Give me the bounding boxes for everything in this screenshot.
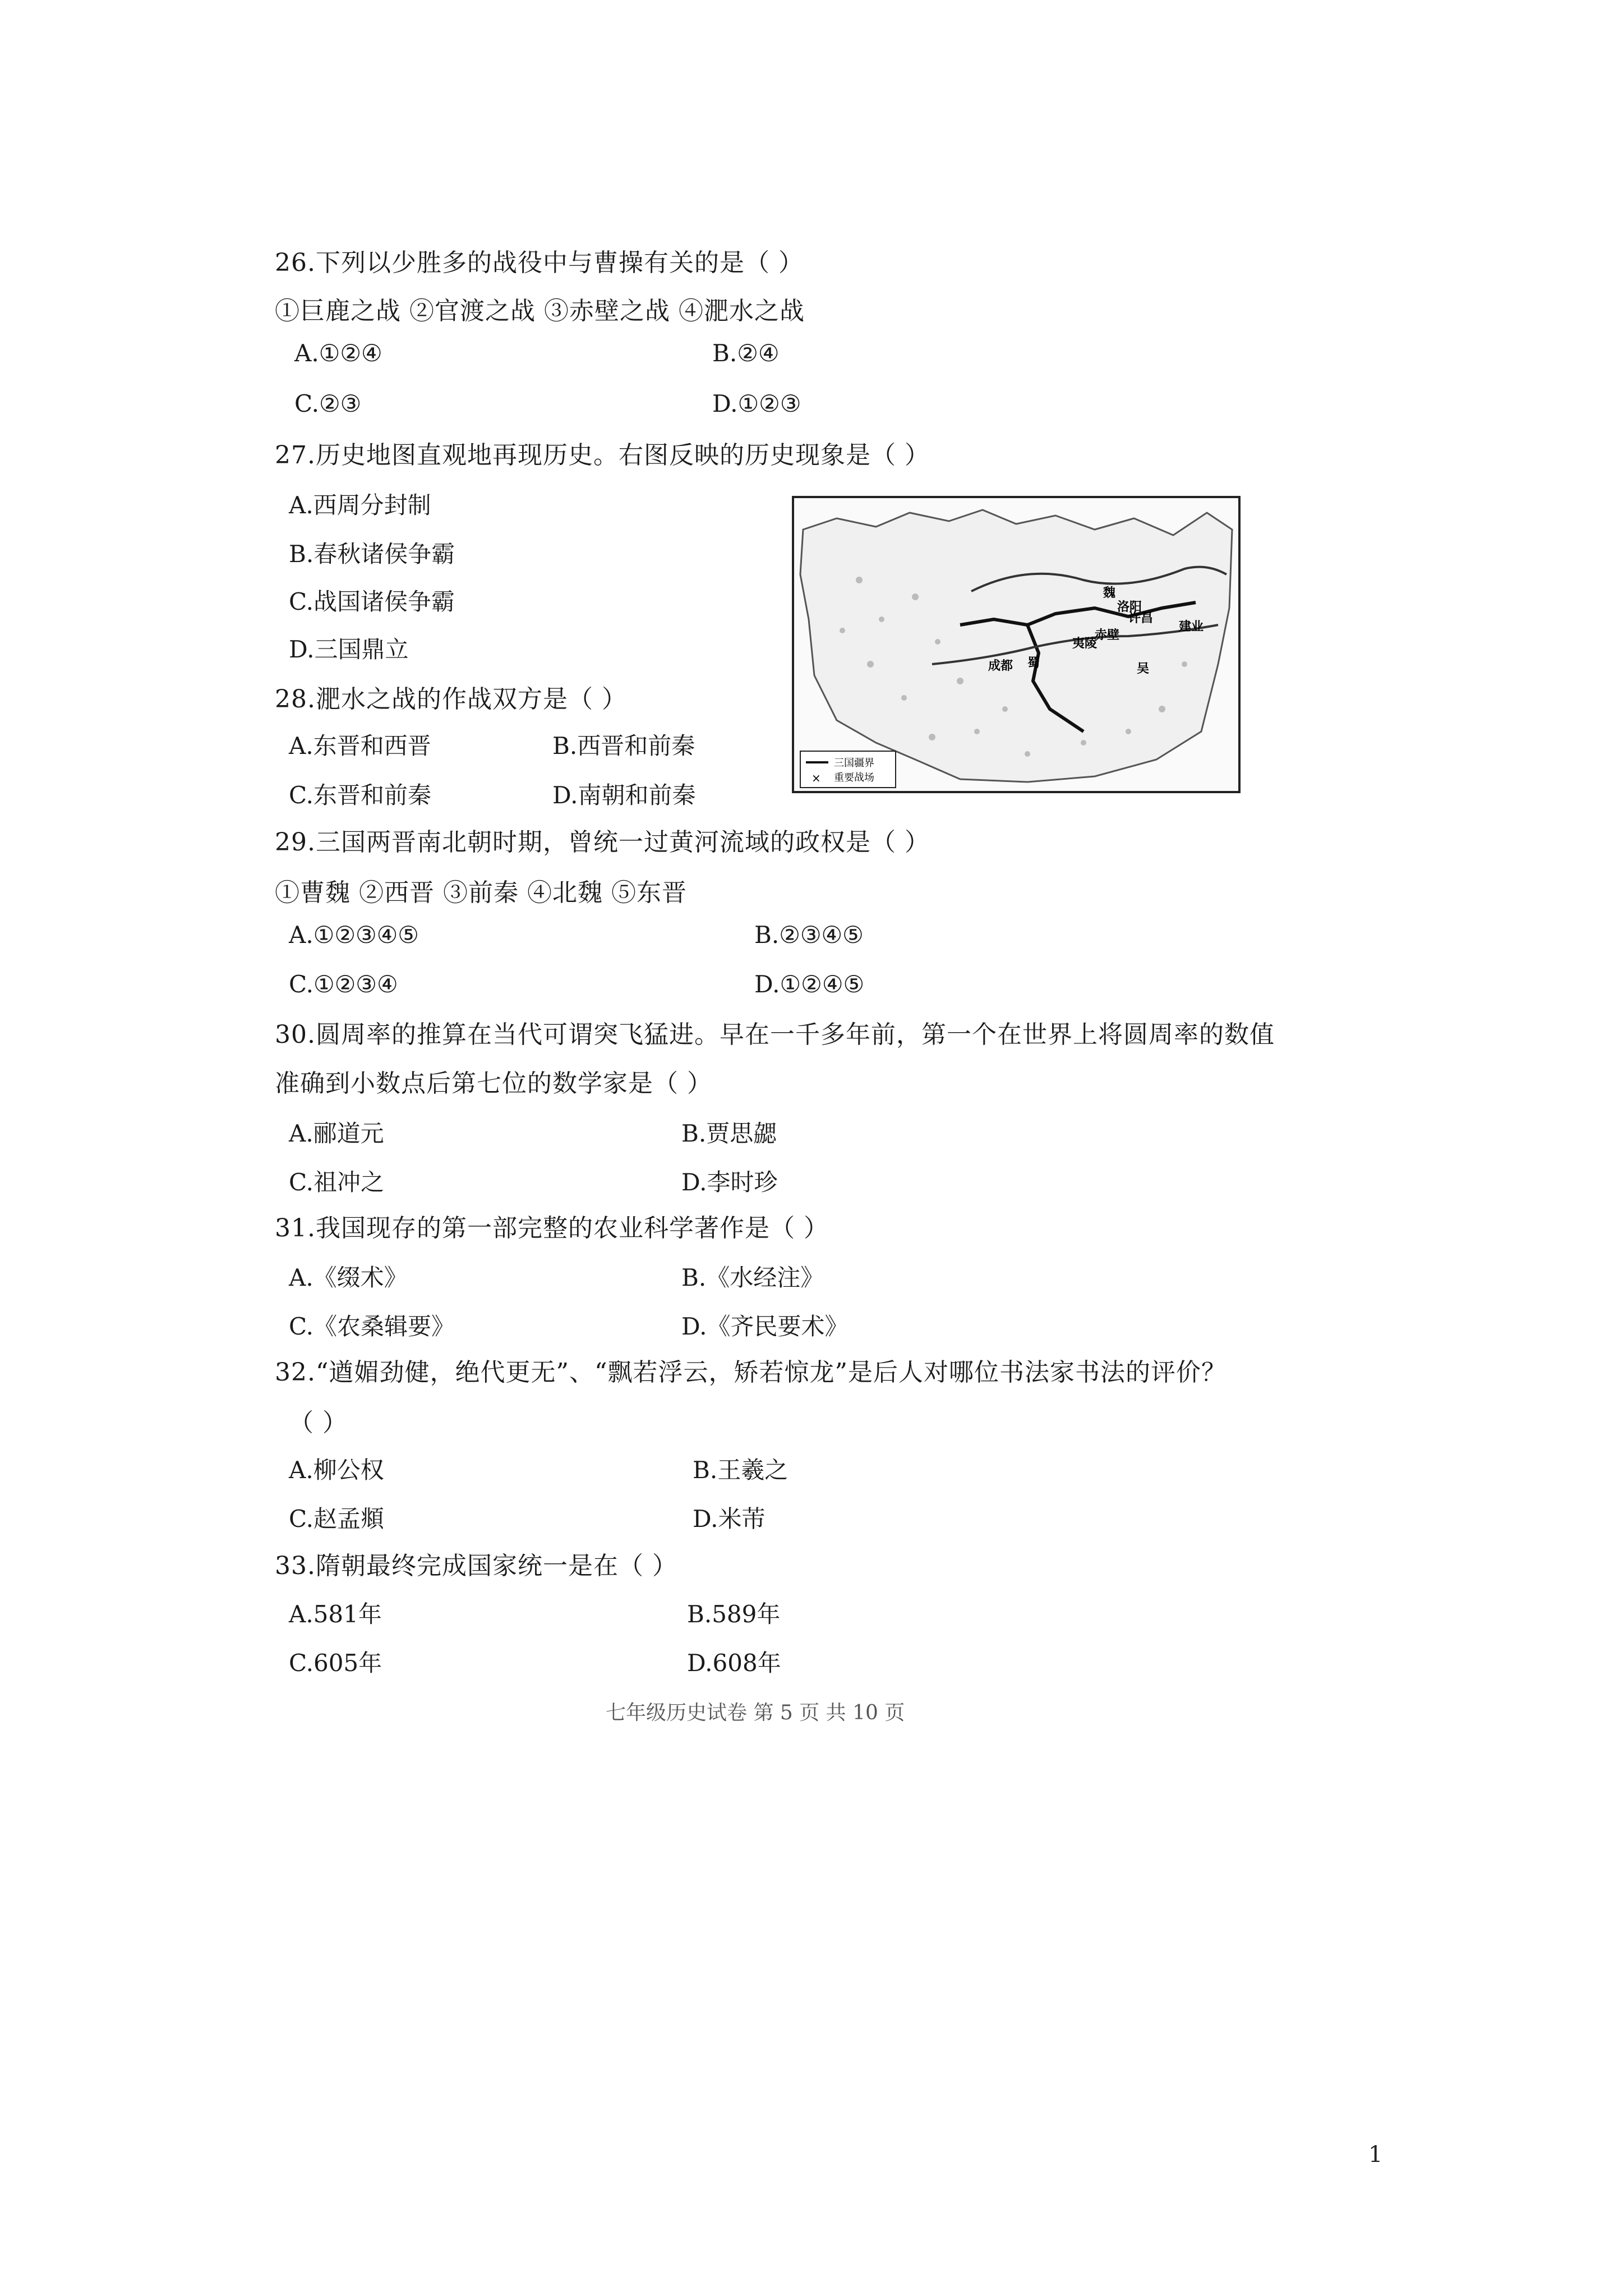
q29-items: ①曹魏 ②西晋 ③前秦 ④北魏 ⑤东晋 (275, 878, 687, 907)
q27-option-c: C.战国诸侯争霸 (289, 588, 455, 615)
q33-option-d: D.608年 (687, 1649, 781, 1677)
q32-option-d: D.米芾 (693, 1505, 766, 1533)
q26-option-d: D.①②③ (712, 390, 801, 417)
q26-option-c: C.②③ (294, 390, 362, 417)
q30-stem-line2: 准确到小数点后第七位的数学家是（ ） (275, 1069, 712, 1098)
q32-option-c: C.赵孟頫 (289, 1505, 384, 1533)
q31-option-b: B.《水经注》 (681, 1264, 824, 1291)
q26-option-b: B.②④ (712, 339, 780, 367)
q31-option-d: D.《齐民要术》 (681, 1313, 849, 1340)
q30-option-d: D.李时珍 (681, 1168, 778, 1196)
q30-option-a: A.郦道元 (289, 1120, 384, 1147)
q27-option-d: D.三国鼎立 (289, 636, 409, 663)
map-label-shu: 蜀 (1027, 656, 1040, 670)
q32-stem-line2: （ ） (289, 1409, 348, 1437)
q28-option-d: D.南朝和前秦 (552, 781, 696, 809)
q29-option-d: D.①②④⑤ (754, 970, 865, 998)
q29-option-a: A.①②③④⑤ (289, 921, 419, 949)
legend-boundary-label: 三国疆界 (834, 757, 874, 769)
q27-stem: 27.历史地图直观地再现历史。右图反映的历史现象是（ ） (275, 441, 930, 470)
map-label-chibi: 赤壁 (1095, 628, 1120, 642)
map-label-chengdu: 成都 (988, 659, 1013, 673)
q26-option-a: A.①②④ (294, 339, 382, 367)
q31-option-a: A.《缀术》 (289, 1264, 408, 1291)
q29-stem: 29.三国两晋南北朝时期，曾统一过黄河流域的政权是（ ） (275, 828, 930, 857)
q32-option-b: B.王羲之 (693, 1456, 789, 1484)
legend-battle-label: 重要战场 (834, 772, 874, 784)
q28-stem: 28.淝水之战的作战双方是（ ） (275, 685, 627, 714)
q28-option-b: B.西晋和前秦 (552, 732, 695, 760)
legend-cross-symbol: × (811, 771, 821, 785)
page-footer: 七年级历史试卷 第 5 页 共 10 页 (606, 1701, 905, 1724)
q26-stem: 26.下列以少胜多的战役中与曹操有关的是（ ） (275, 249, 804, 277)
q27-option-a: A.西周分封制 (289, 491, 431, 519)
map-legend (800, 751, 896, 788)
q29-option-c: C.①②③④ (289, 970, 398, 998)
page-number: 1 (1368, 2142, 1383, 2168)
q30-option-b: B.贾思勰 (681, 1120, 777, 1147)
q26-items: ①巨鹿之战 ②官渡之战 ③赤壁之战 ④淝水之战 (275, 297, 805, 325)
map-label-yiling: 夷陵 (1072, 637, 1098, 651)
map-label-wei: 魏 (1103, 586, 1116, 600)
map-label-jianye: 建业 (1179, 620, 1204, 634)
q33-option-c: C.605年 (289, 1649, 382, 1677)
map-figure (792, 496, 1241, 793)
q33-stem: 33.隋朝最终完成国家统一是在（ ） (275, 1552, 677, 1580)
q27-option-b: B.春秋诸侯争霸 (289, 540, 455, 568)
q32-option-a: A.柳公权 (289, 1456, 384, 1484)
q32-stem-line1: 32.“遒媚劲健，绝代更无”、“飘若浮云，矫若惊龙”是后人对哪位书法家书法的评价？ (275, 1358, 1227, 1387)
q29-option-b: B.②③④⑤ (754, 921, 864, 949)
q33-option-b: B.589年 (687, 1600, 781, 1628)
q28-option-a: A.东晋和西晋 (289, 732, 431, 760)
map-label-wu: 吴 (1137, 662, 1150, 676)
q31-stem: 31.我国现存的第一部完整的农业科学著作是（ ） (275, 1214, 829, 1243)
q30-option-c: C.祖冲之 (289, 1168, 384, 1196)
map-label-xuchang: 许昌 (1128, 611, 1154, 625)
q28-option-c: C.东晋和前秦 (289, 781, 431, 809)
q31-option-c: C.《农桑辑要》 (289, 1313, 455, 1340)
q30-stem-line1: 30.圆周率的推算在当代可谓突飞猛进。早在一千多年前，第一个在世界上将圆周率的数值 (275, 1020, 1275, 1049)
q33-option-a: A.581年 (289, 1600, 382, 1628)
three-kingdoms-map (792, 496, 1241, 793)
map-label-luoyang: 洛阳 (1117, 600, 1142, 614)
